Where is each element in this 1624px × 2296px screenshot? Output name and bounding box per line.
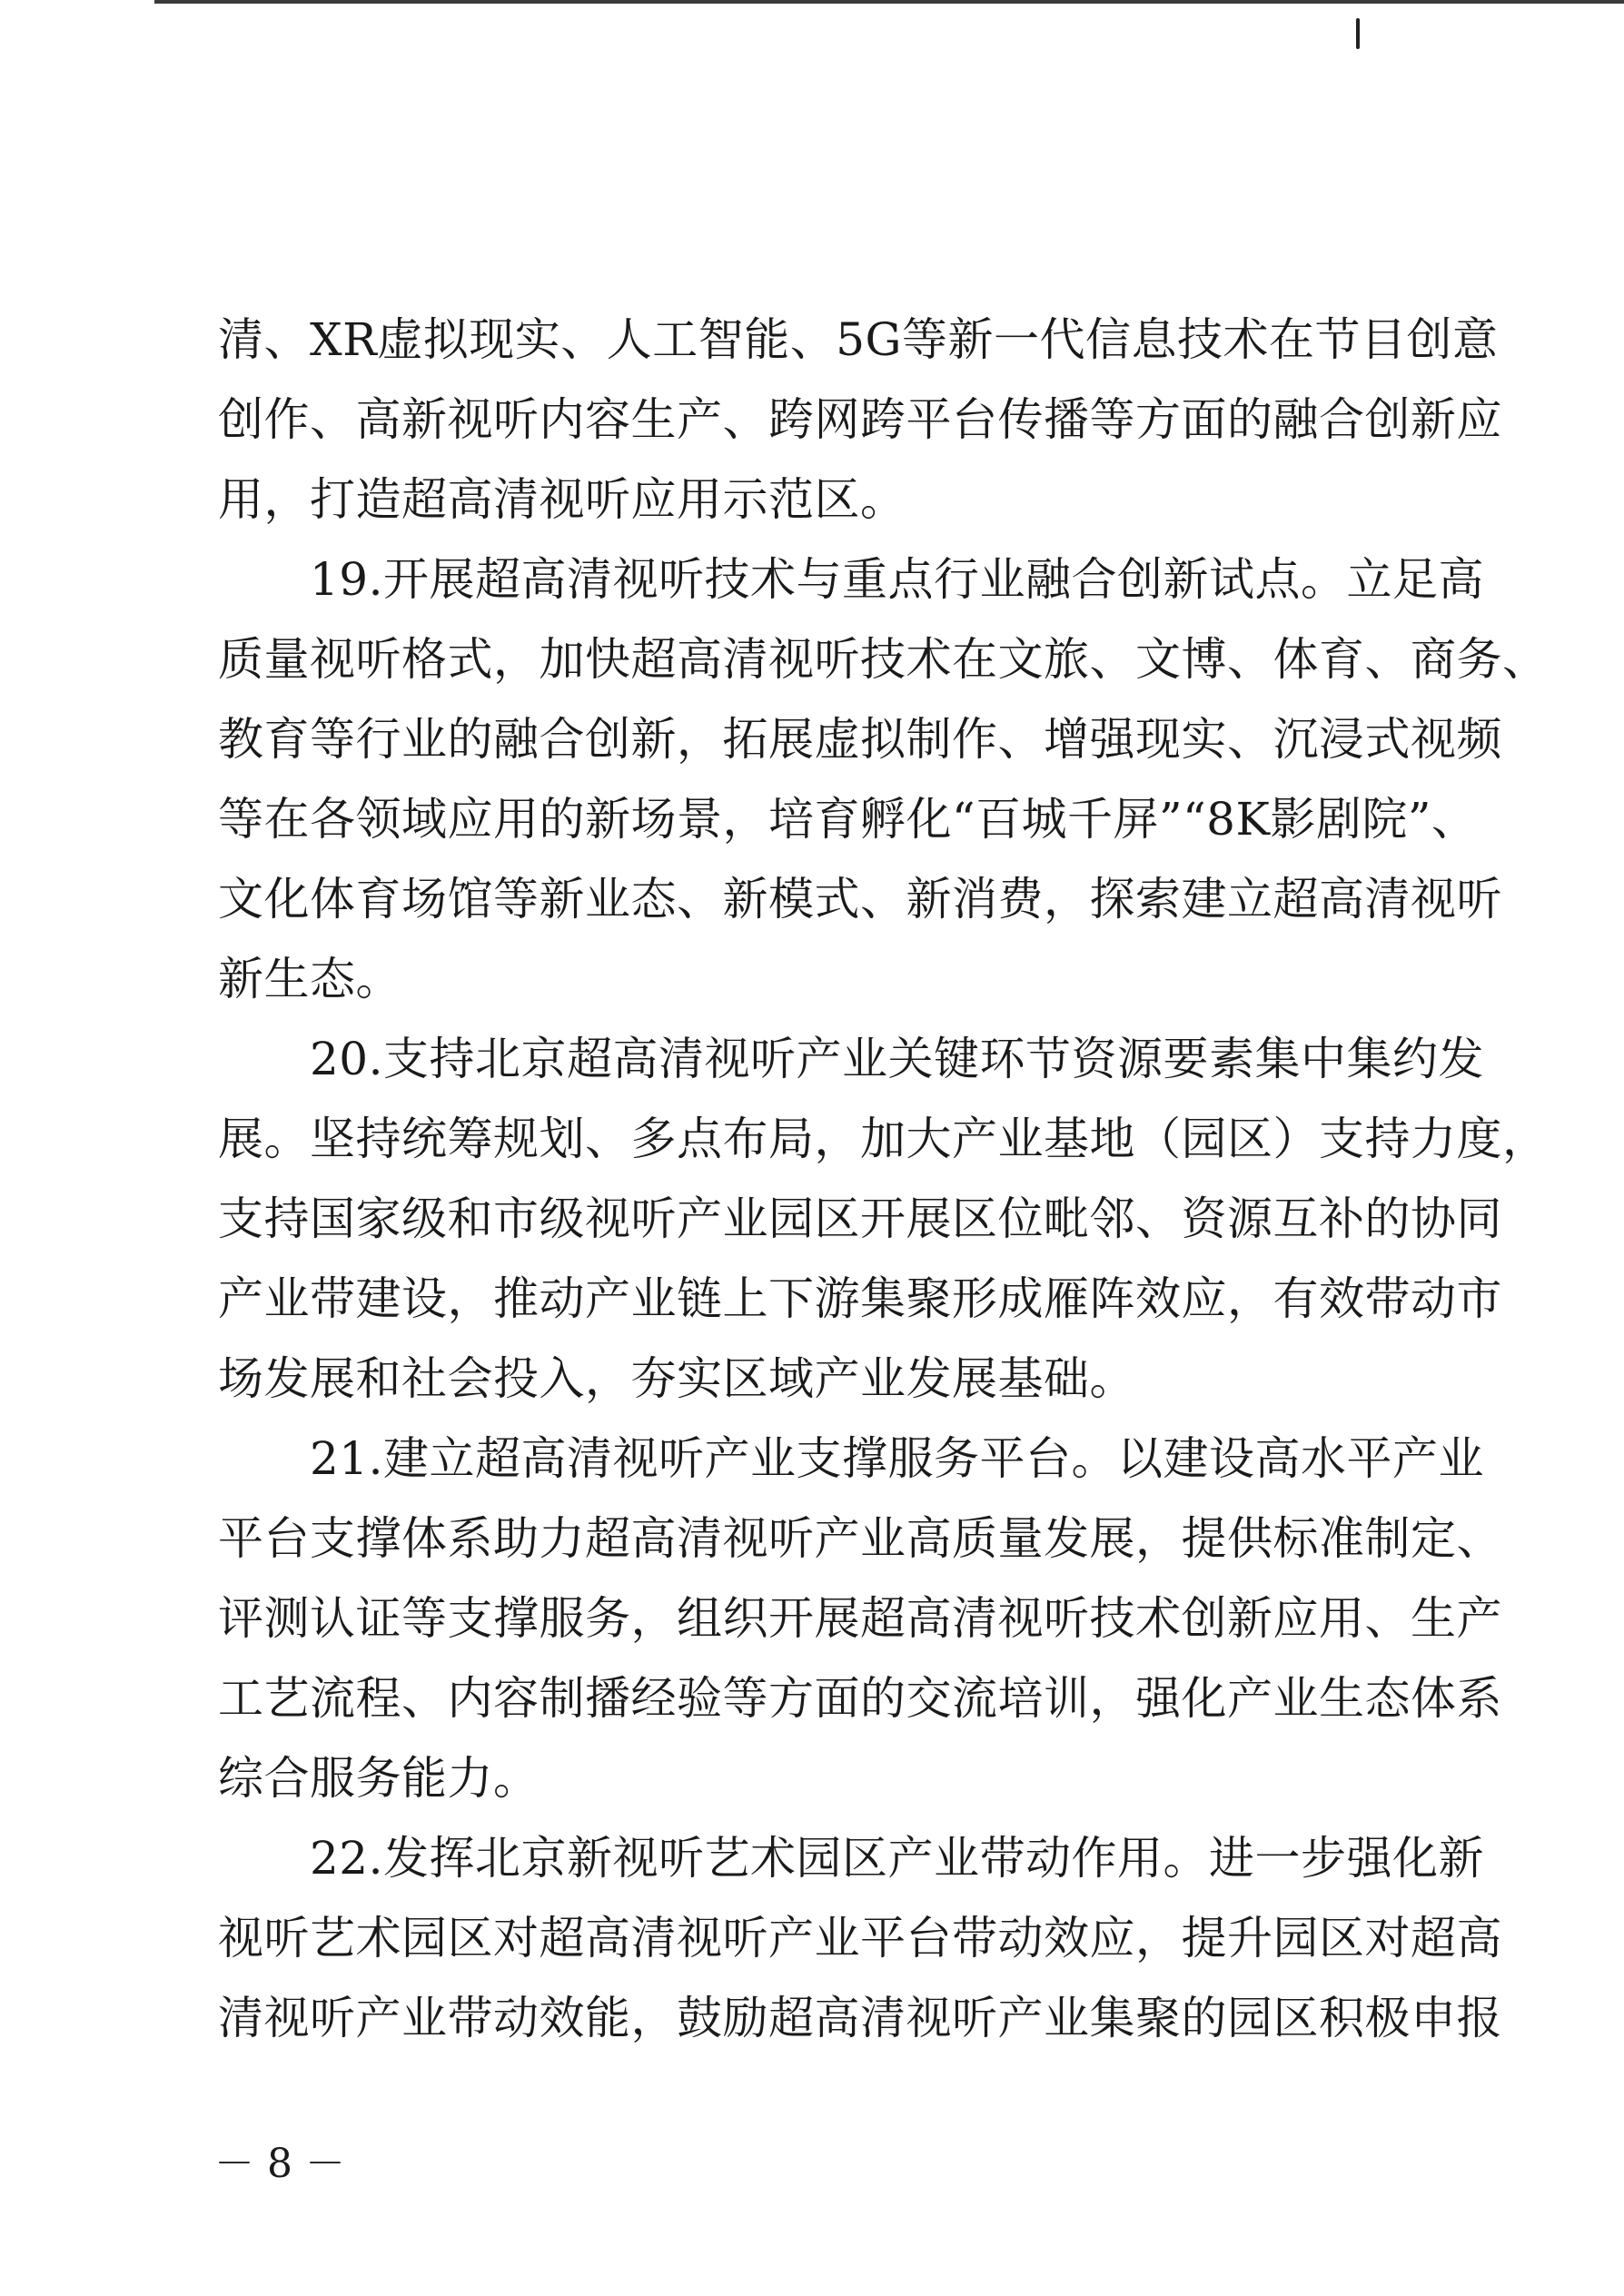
scan-mark [1356, 18, 1360, 49]
page-number: － 8 － [214, 2141, 345, 2187]
text-line: 教育等行业的融合创新，拓展虚拟制作、增强现实、沉浸式视频 [218, 713, 1502, 766]
text-line: 清、XR虚拟现实、人工智能、5G等新一代信息技术在节目创意 [218, 313, 1499, 366]
text-line: 质量视听格式，加快超高清视听技术在文旅、文博、体育、商务、 [218, 633, 1549, 686]
text-line: 评测认证等支撑服务，组织开展超高清视听技术创新应用、生产 [218, 1592, 1502, 1645]
text-line: 展。坚持统筹规划、多点布局，加大产业基地（园区）支持力度， [218, 1113, 1549, 1165]
text-line: 产业带建设，推动产业链上下游集聚形成雁阵效应，有效带动市 [218, 1272, 1502, 1325]
top-rule [154, 0, 1624, 4]
text-line: 用，打造超高清视听应用示范区。 [218, 473, 906, 526]
body-text [218, 300, 1549, 2058]
text-line: 创作、高新视听内容生产、跨网跨平台传播等方面的融合创新应 [218, 393, 1502, 446]
text-line: 场发展和社会投入，夯实区域产业发展基础。 [218, 1352, 1135, 1405]
text-line: 22.发挥北京新视听艺术园区产业带动作用。进一步强化新 [218, 1832, 1485, 1885]
text-line: 平台支撑体系助力超高清视听产业高质量发展，提供标准制定、 [218, 1512, 1502, 1565]
text-line: 综合服务能力。 [218, 1752, 540, 1805]
text-line: 新生态。 [218, 953, 401, 1005]
text-line: 文化体育场馆等新业态、新模式、新消费，探索建立超高清视听 [218, 873, 1502, 925]
text-line: 支持国家级和市级视听产业园区开展区位毗邻、资源互补的协同 [218, 1193, 1502, 1245]
text-line: 视听艺术园区对超高清视听产业平台带动效应，提升园区对超高 [218, 1912, 1502, 1964]
text-line: 等在各领域应用的新场景，培育孵化“百城千屏”“8K影剧院”、 [218, 793, 1478, 846]
text-line: 20.支持北京超高清视听产业关键环节资源要素集中集约发 [218, 1033, 1485, 1085]
text-line: 19.开展超高清视听技术与重点行业融合创新试点。立足高 [218, 553, 1485, 606]
text-line: 清视听产业带动效能，鼓励超高清视听产业集聚的园区积极申报 [218, 1992, 1502, 2044]
text-line: 21.建立超高清视听产业支撑服务平台。以建设高水平产业 [218, 1432, 1485, 1485]
text-line: 工艺流程、内容制播经验等方面的交流培训，强化产业生态体系 [218, 1672, 1502, 1725]
